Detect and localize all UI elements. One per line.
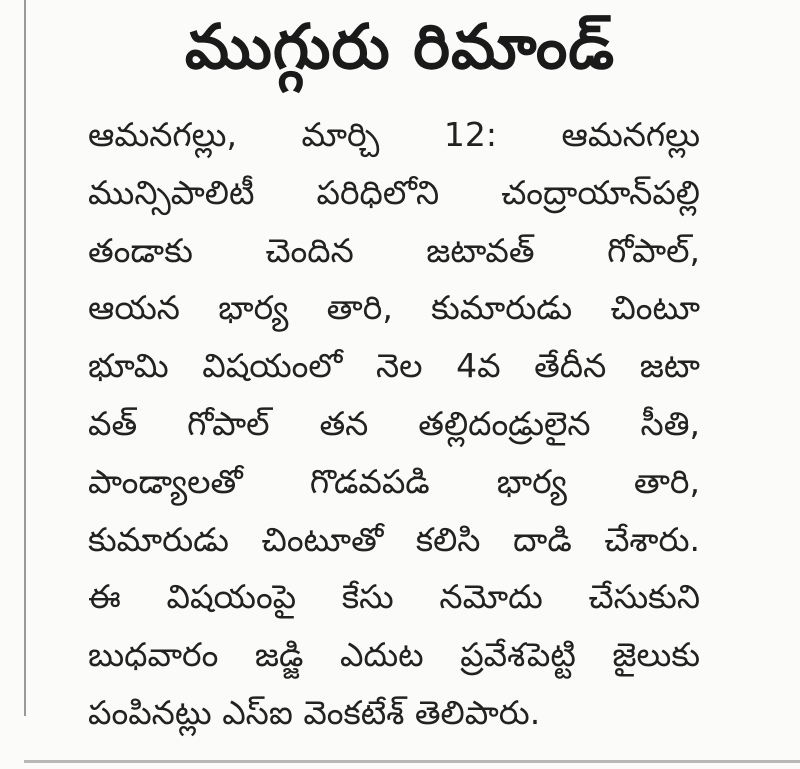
body-line: పాండ్యాలతో గొడవపడి భార్య తారి, bbox=[88, 461, 700, 501]
body-line: బుధవారం జడ్జి ఎదుట ప్రవేశపెట్టి జైలుకు bbox=[88, 635, 700, 675]
body-line: ఈ విషయంపై కేసు నమోదు చేసుకుని bbox=[88, 577, 700, 617]
article-body bbox=[88, 106, 700, 742]
bottom-rule bbox=[24, 760, 800, 763]
body-line: ఆయన భార్య తారి, కుమారుడు చింటూ bbox=[88, 288, 700, 328]
body-line: పంపినట్లు ఎస్ఐ వెంకటేశ్ తెలిపారు. bbox=[88, 692, 541, 732]
body-line: భూమి విషయంలో నెల 4వ తేదీన జటా bbox=[88, 346, 700, 386]
left-column-rule bbox=[24, 0, 26, 716]
body-line: వత్ గోపాల్ తన తల్లిదండ్రులైన సీతి, bbox=[88, 403, 700, 443]
body-line: మున్సిపాలిటీ పరిధిలోని చంద్రాయాన్‌పల్లి bbox=[88, 172, 700, 212]
headline: ముగ్గురు రిమాండ్ bbox=[184, 10, 616, 83]
body-line: తండాకు చెందిన జటావత్ గోపాల్, bbox=[88, 230, 700, 270]
body-line: ఆమనగల్లు, మార్చి 12: ఆమనగల్లు bbox=[88, 115, 700, 154]
body-line: కుమారుడు చింటూతో కలిసి దాడి చేశారు. bbox=[88, 519, 700, 559]
